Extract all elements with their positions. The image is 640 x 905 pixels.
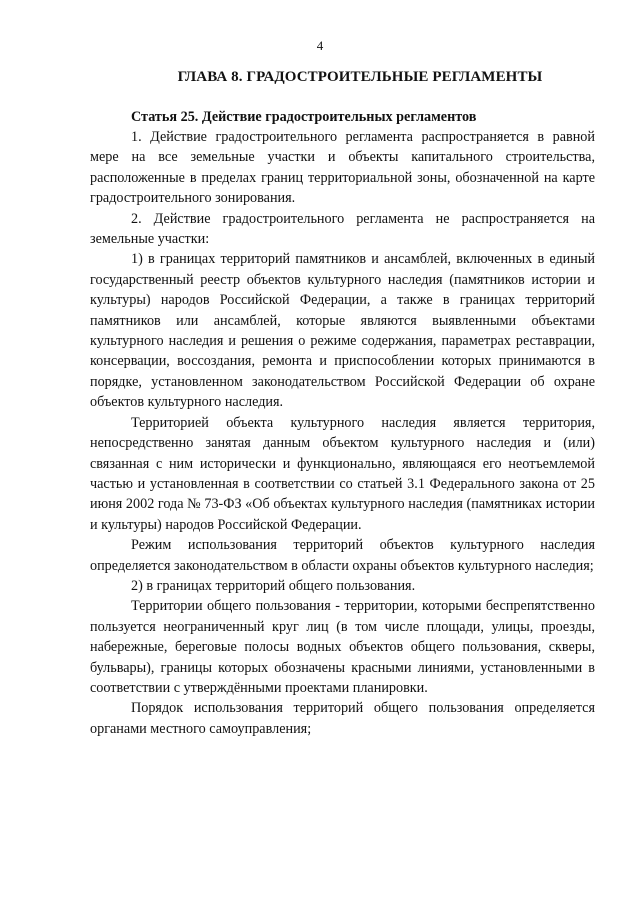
paragraph-3: 1) в границах территорий памятников и ансамблей, включенных в единый государственный реестр объектов культурного наследия (памятников истории и культуры) народов Российской Федерации, а также в границах территорий памятников или ансамблей, которые являются выявленными объектами культурного наследия и решения о режиме содержания, параметрах реставрации, консервации, воссоздания, ремонта и приспособлении которых принимаются в порядке, установленном законодательством Российской Федерации об охране объектов культурного наследия.	[90, 251, 595, 411]
article-title: Статья 25. Действие градостроительных регламентов	[131, 109, 477, 125]
paragraph-6: 2) в границах территорий общего пользования.	[131, 577, 416, 594]
paragraph-8: Порядок использования территорий общего пользования определяется органами местного самоуправления;	[90, 700, 595, 737]
paragraph-1: 1. Действие градостроительного регламента распространяется в равной мере на все земельные участки и объекты капитального строительства, расположенные в пределах границ территориальной зоны, обозначенной на карте градостроительного зонирования.	[90, 129, 595, 207]
paragraph-5: Режим использования территорий объектов культурного наследия определяется законодательством в области охраны объектов культурного наследия;	[90, 537, 595, 574]
paragraph-7: Территории общего пользования - территории, которыми беспрепятственно пользуется неограниченный круг лиц (в том числе площади, улицы, проезды, набережные, береговые полосы водных объектов общего пользования, скверы, бульвары), границы которых обозначены красными линиями, установленными в соответствии с утверждёнными проектами планировки.	[90, 598, 595, 696]
page-number: 4	[316, 38, 324, 53]
paragraph-4: Территорией объекта культурного наследия является территория, непосредственно занятая данным объектом культурного наследия и (или) связанная с ним исторически и функционально, являющаяся его неотъемлемой частью и установленная в соответствии со статьей 3.1 Федерального закона от 25 июня 2002 года № 73-ФЗ «Об объектах культурного наследия (памятниках истории и культуры) народов Российской Федерации.	[90, 414, 595, 533]
chapter-title: ГЛАВА 8. ГРАДОСТРОИТЕЛЬНЫЕ РЕГЛАМЕНТЫ	[177, 69, 543, 85]
document-body	[90, 127, 595, 739]
paragraph-2: 2. Действие градостроительного регламента не распространяется на земельные участки:	[90, 210, 595, 248]
